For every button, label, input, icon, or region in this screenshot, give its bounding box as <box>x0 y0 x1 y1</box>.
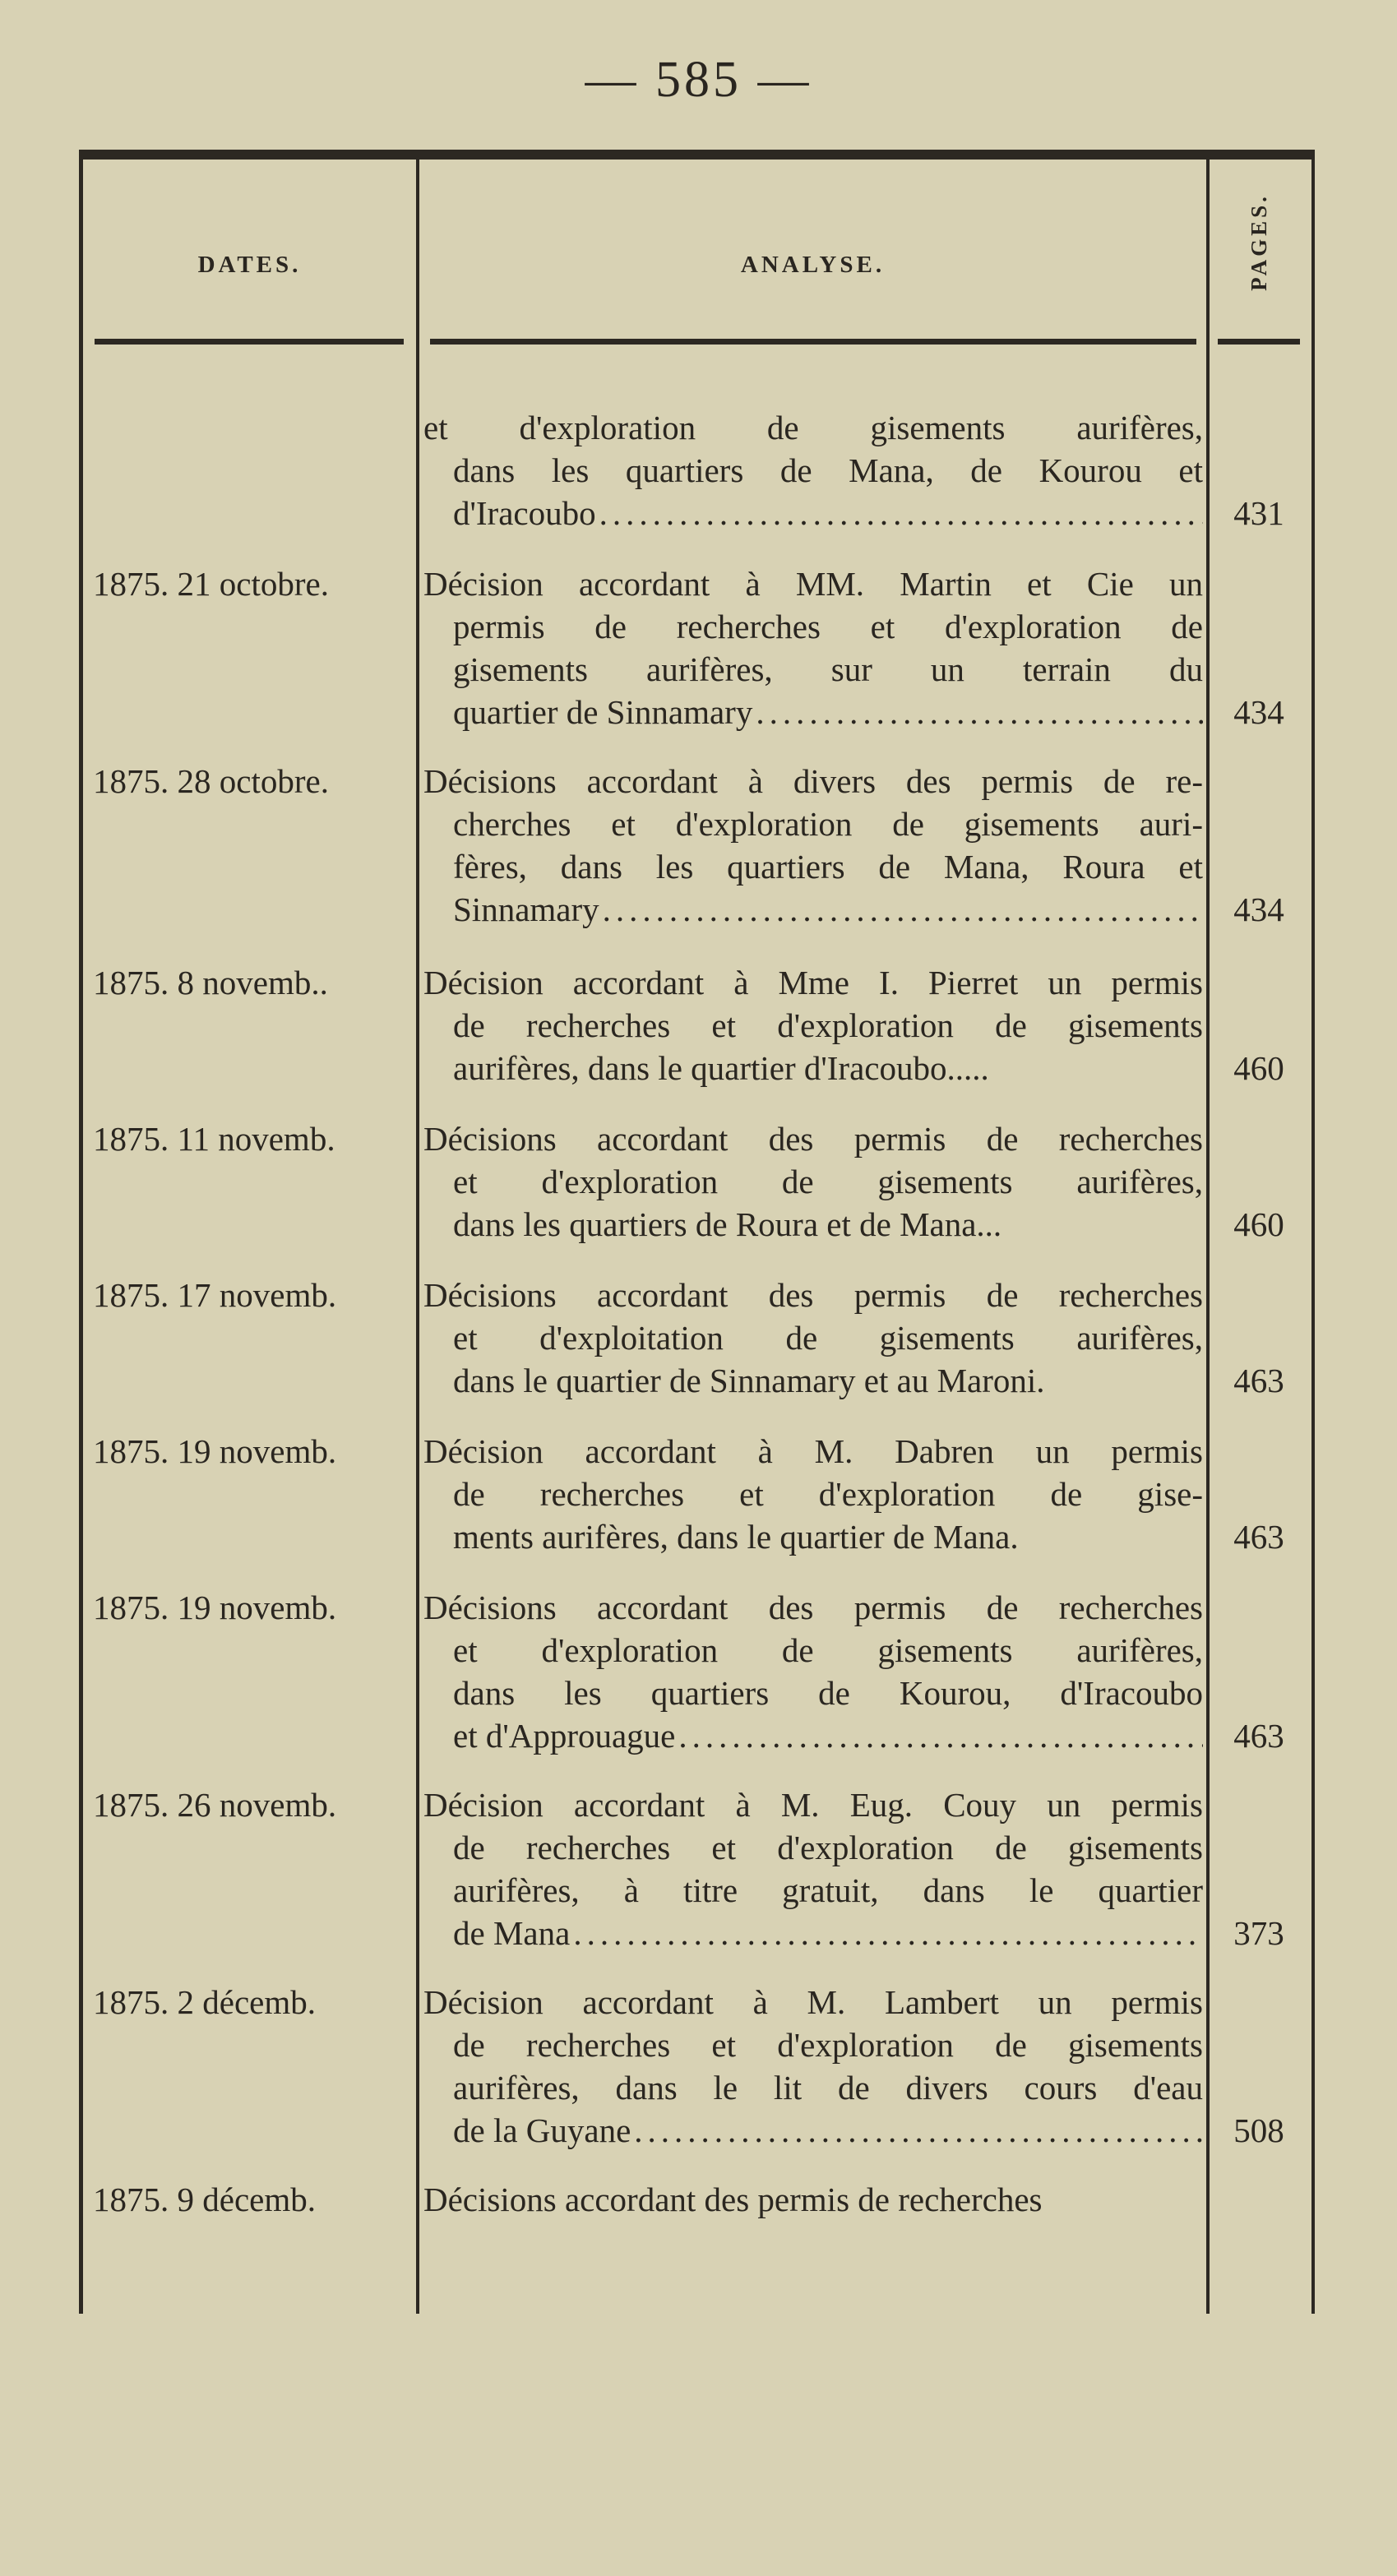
analysis-line-text: d'Iracoubo <box>453 494 596 532</box>
entry-date: 1875. 19 novemb. <box>93 1432 337 1470</box>
dot-leader <box>678 1714 1203 1757</box>
entry-analysis <box>423 406 1203 534</box>
analysis-line: et d'exploration de gisements aurifères, <box>453 1631 1203 1669</box>
column-divider-pages <box>1206 160 1210 2314</box>
dot-leader <box>756 691 1203 733</box>
entry-date: 1875. 19 novemb. <box>93 1589 337 1626</box>
entry-analysis <box>423 1586 1203 1757</box>
header-rule-dates <box>95 339 404 345</box>
analysis-line-text: et d'Approuague <box>453 1717 676 1755</box>
entry-date: 1875. 2 décemb. <box>93 1983 316 2021</box>
entry-analysis <box>423 562 1203 733</box>
analysis-line: de recherches et d'exploration de gise- <box>453 1475 1203 1513</box>
header-rule-analyse <box>430 339 1196 345</box>
analysis-line: et d'exploration de gisements aurifères, <box>453 1163 1203 1200</box>
analysis-line: Décision accordant à Mme I. Pierret un permis <box>423 964 1203 1001</box>
analysis-line: dans les quartiers de Roura et de Mana... <box>453 1205 1002 1243</box>
analysis-line-text: Sinnamary <box>453 890 599 928</box>
entry-analysis <box>423 1117 1203 1246</box>
dot-leader <box>599 492 1203 534</box>
analysis-line: aurifères, dans le quartier d'Iracoubo..... <box>453 1049 989 1087</box>
entry-page-ref: 463 <box>1233 1362 1284 1399</box>
entry-page-ref: 508 <box>1233 2111 1284 2149</box>
entry-page-ref: 460 <box>1233 1205 1284 1243</box>
analysis-line: Décisions accordant des permis de recherches <box>423 1120 1203 1158</box>
analysis-line: et d'exploitation de gisements aurifères, <box>453 1319 1203 1357</box>
dot-leader <box>603 888 1203 931</box>
analysis-line: et d'exploration de gisements aurifères, <box>423 409 1203 446</box>
entry-analysis <box>423 1981 1203 2152</box>
analysis-line-text: de la Guyane <box>453 2111 631 2149</box>
analysis-line: de recherches et d'exploration de gisements <box>453 2026 1203 2064</box>
header-analyse: ANALYSE. <box>740 252 886 278</box>
analysis-line: de recherches et d'exploration de gisements <box>453 1006 1203 1044</box>
analysis-line: cherches et d'exploration de gisements auri- <box>453 805 1203 843</box>
analysis-line: dans le quartier de Sinnamary et au Maroni. <box>453 1362 1045 1399</box>
entry-analysis <box>423 2178 1203 2221</box>
analysis-line: aurifères, dans le lit de divers cours d'eau <box>453 2069 1203 2107</box>
analysis-line: Décisions accordant des permis de recherches <box>423 1589 1203 1626</box>
entry-date: 1875. 26 novemb. <box>93 1786 337 1824</box>
entry-date: 1875. 17 novemb. <box>93 1276 337 1314</box>
entry-page-ref: 373 <box>1233 1914 1284 1952</box>
dot-leader <box>634 2109 1203 2152</box>
analysis-line-text: de Mana <box>453 1914 571 1952</box>
entry-analysis <box>423 760 1203 931</box>
header-pages-cell <box>1210 160 1308 324</box>
entry-page-ref: 463 <box>1233 1717 1284 1755</box>
entry-analysis <box>423 1430 1203 1558</box>
entry-date: 1875. 11 novemb. <box>93 1120 335 1158</box>
page-number: — 585 — <box>585 52 812 108</box>
entry-page-ref: 434 <box>1233 890 1284 928</box>
analysis-line <box>423 888 1203 931</box>
index-table <box>79 150 1315 2314</box>
analysis-line: dans les quartiers de Kourou, d'Iracoubo <box>453 1674 1203 1712</box>
entry-analysis <box>423 1783 1203 1954</box>
header-pages: PAGES. <box>1246 192 1271 291</box>
analysis-line <box>423 2109 1203 2152</box>
analysis-line <box>423 1714 1203 1757</box>
analysis-line: fères, dans les quartiers de Mana, Roura et <box>453 848 1203 886</box>
analysis-line: de recherches et d'exploration de gisements <box>453 1829 1203 1866</box>
analysis-line: Décision accordant à M. Dabren un permis <box>423 1432 1203 1470</box>
analysis-line: Décisions accordant des permis de recherches <box>423 1276 1203 1314</box>
analysis-line <box>423 691 1203 733</box>
entry-analysis <box>423 961 1203 1089</box>
header-rule-pages <box>1218 339 1300 345</box>
header-dates: DATES. <box>197 252 302 278</box>
entry-page-ref: 431 <box>1233 494 1284 532</box>
analysis-line: gisements aurifères, sur un terrain du <box>453 650 1203 688</box>
entry-date: 1875. 28 octobre. <box>93 762 329 800</box>
entry-analysis <box>423 1274 1203 1402</box>
analysis-line: Décisions accordant à divers des permis de re- <box>423 762 1203 800</box>
analysis-line: dans les quartiers de Mana, de Kourou et <box>453 451 1203 489</box>
analysis-line: ments aurifères, dans le quartier de Mana. <box>453 1518 1019 1556</box>
analysis-line: Décision accordant à M. Eug. Couy un permis <box>423 1786 1203 1824</box>
entry-page-ref: 434 <box>1233 693 1284 731</box>
analysis-line: Décisions accordant des permis de recherches <box>423 2181 1043 2218</box>
analysis-line: Décision accordant à MM. Martin et Cie un <box>423 565 1203 603</box>
entry-date: 1875. 9 décemb. <box>93 2181 316 2218</box>
entry-page-ref: 463 <box>1233 1518 1284 1556</box>
analysis-line: Décision accordant à M. Lambert un permis <box>423 1983 1203 2021</box>
analysis-line-text: quartier de Sinnamary <box>453 693 753 731</box>
analysis-line: aurifères, à titre gratuit, dans le quartier <box>453 1871 1203 1909</box>
entry-date: 1875. 8 novemb.. <box>93 964 328 1001</box>
dot-leader <box>573 1912 1203 1954</box>
entry-page-ref: 460 <box>1233 1049 1284 1087</box>
analysis-line: permis de recherches et d'exploration de <box>453 608 1203 645</box>
analysis-line <box>423 492 1203 534</box>
analysis-line <box>423 1912 1203 1954</box>
entry-date: 1875. 21 octobre. <box>93 565 329 603</box>
column-divider-dates <box>416 160 419 2314</box>
